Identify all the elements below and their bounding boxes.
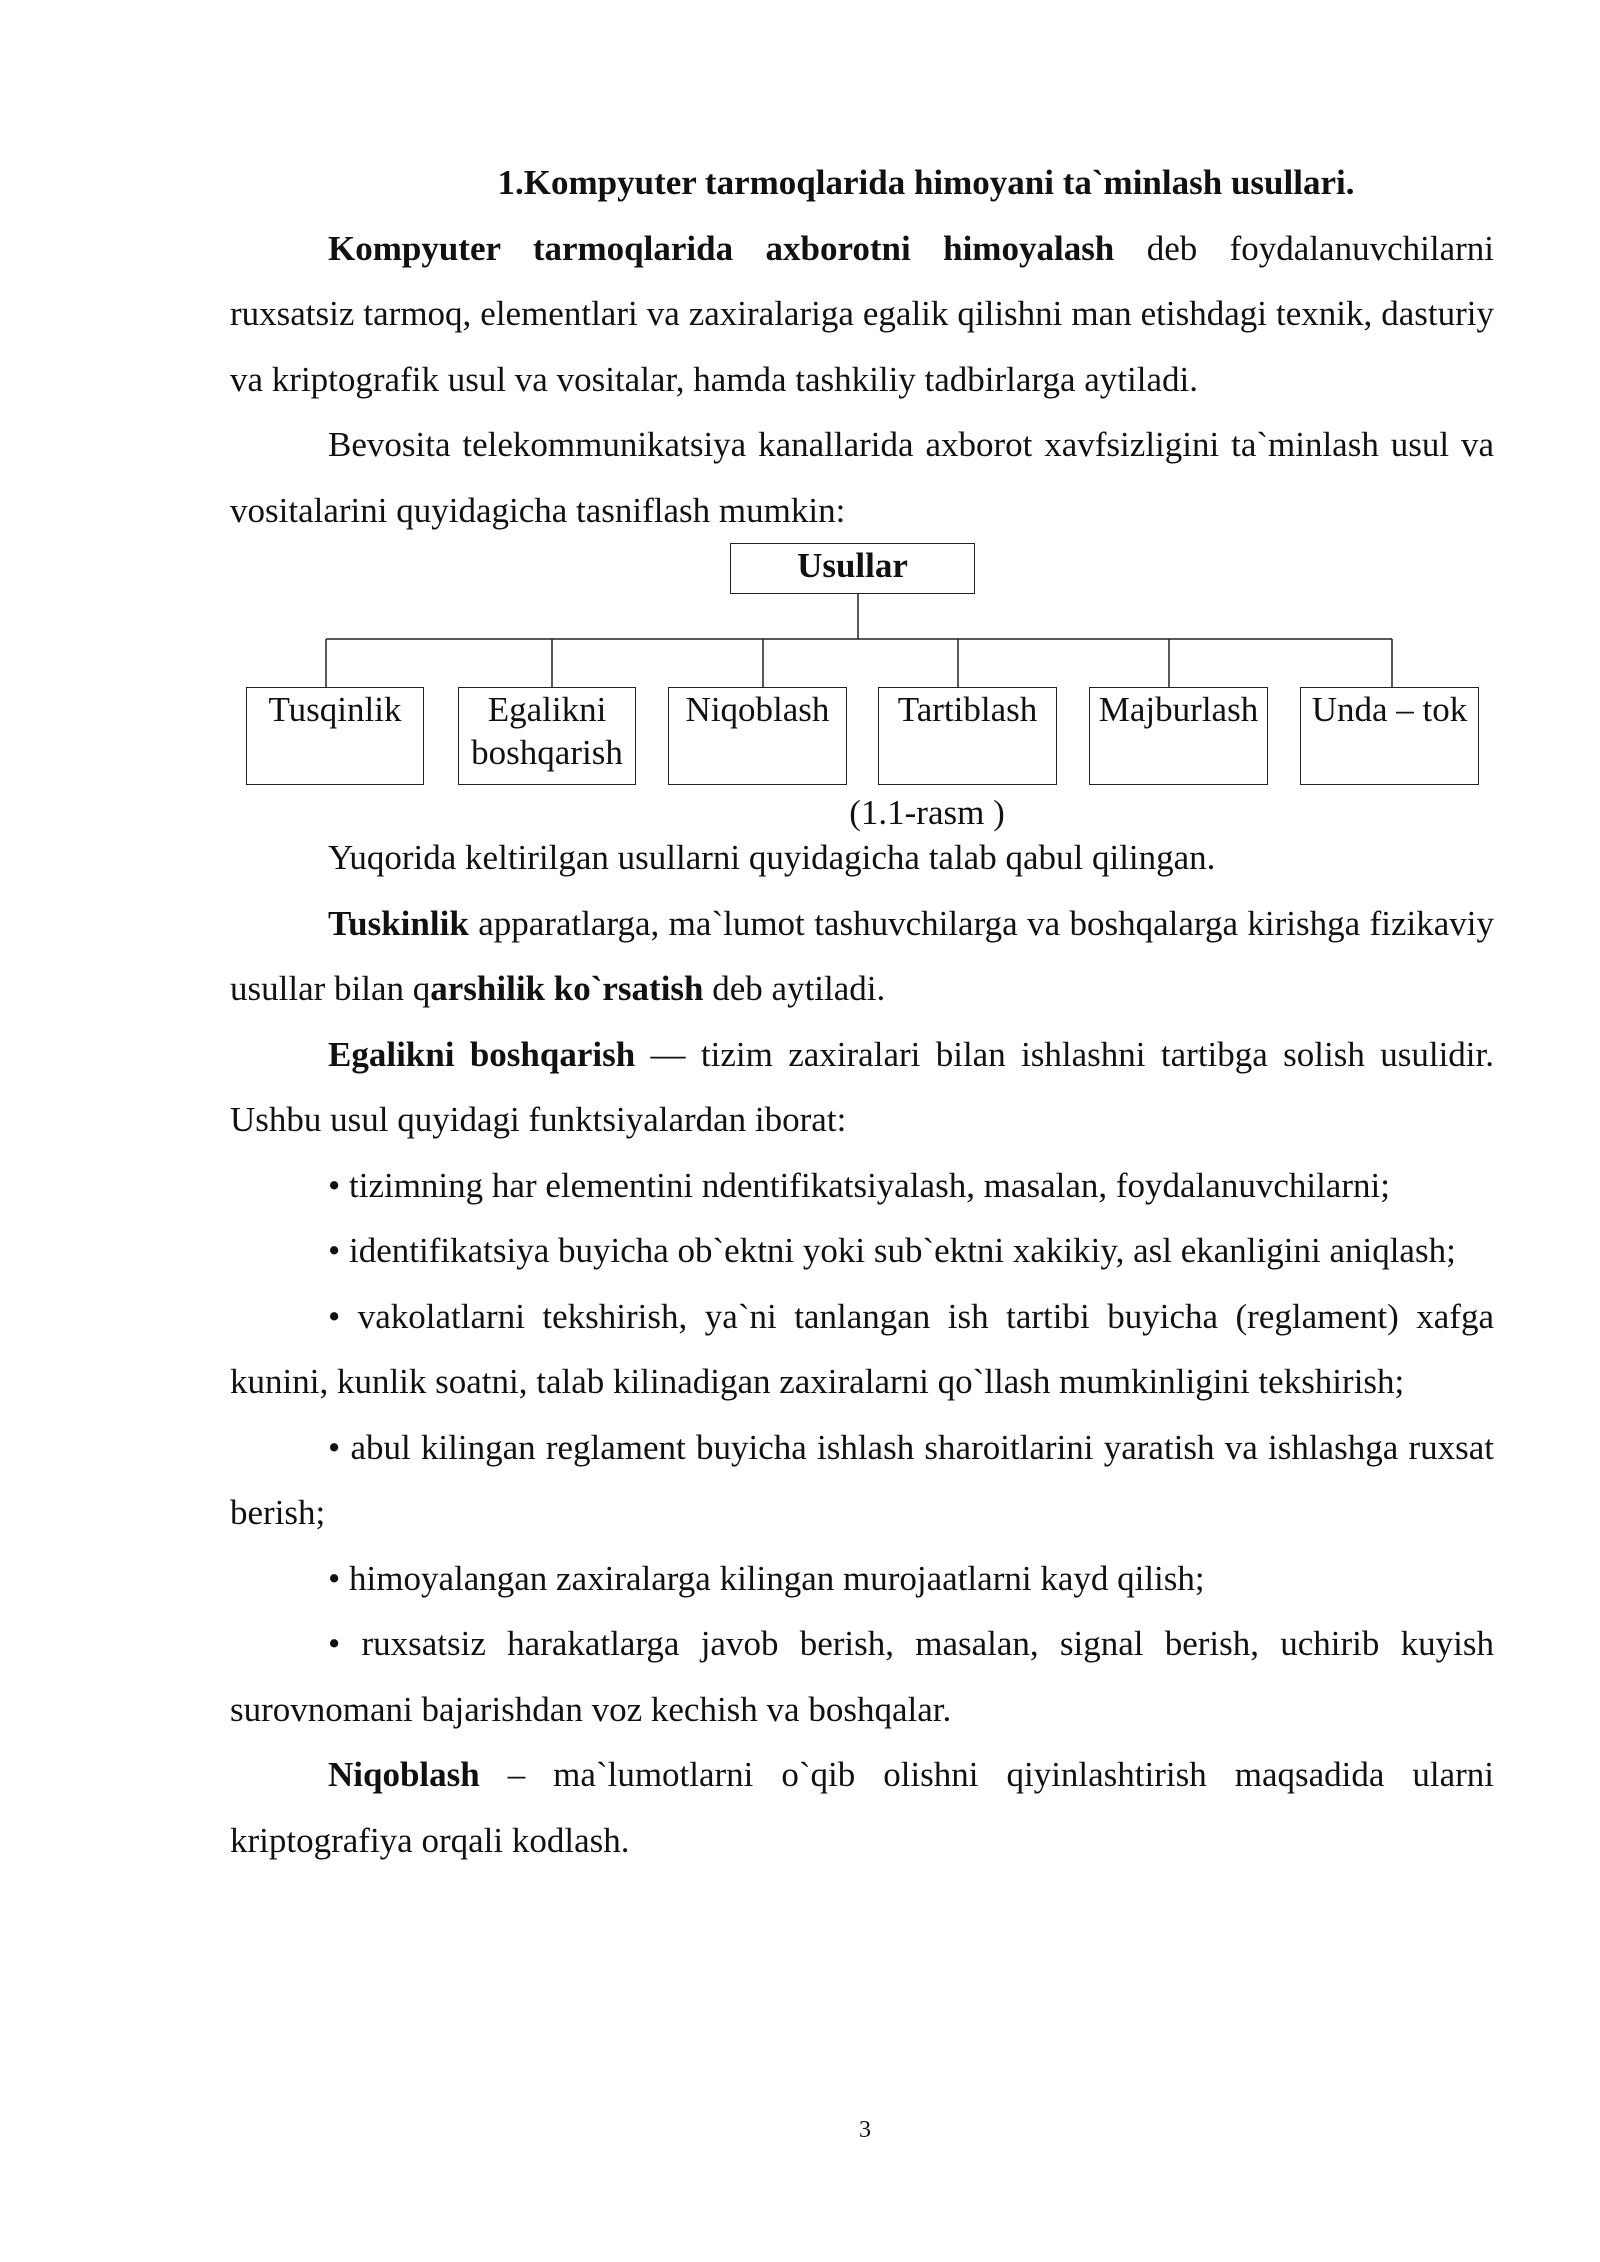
niqoblash-paragraph xyxy=(230,1742,1494,1873)
egalikni-paragraph xyxy=(230,1022,1494,1153)
tuskinlik-paragraph xyxy=(230,891,1494,1022)
intro-paragraph xyxy=(230,216,1494,413)
diagram-box-2: Egalikni boshqarish xyxy=(458,687,636,785)
intro-term: Kompyuter tarmoqlarida axborotni himoyalash xyxy=(328,228,1115,268)
bullet-item: • ruxsatsiz harakatlarga javob berish, masalan, signal berish, uchirib kuyish surovnomani bajarishdan voz kechish va boshqalar. xyxy=(230,1624,1494,1729)
after-figure-paragraph: Yuqorida keltirilgan usullarni quyidagicha talab qabul qilingan. xyxy=(328,838,1216,877)
diagram-box-4: Tartiblash xyxy=(878,687,1057,785)
bullet-item: • identifikatsiya buyicha ob`ektni yoki sub`ektni xakikiy, asl ekanligini aniqlash; xyxy=(328,1231,1456,1270)
niqoblash-text: – ma`lumotlarni o`qib olishni qiyinlashtirish maqsadida ularni kriptografiya orqali kodlash. xyxy=(230,1755,1494,1860)
methods-diagram xyxy=(230,543,1494,832)
classify-paragraph: Bevosita telekommunikatsiya kanallarida axborot xavfsizligini ta`minlash usul va vositalarini quyidagicha tasniflash mumkin: xyxy=(230,425,1494,530)
page-content xyxy=(230,150,1494,1873)
intro-text: deb foydalanuvchilarni ruxsatsiz tarmoq, elementlari va zaxiralariga egalik qilishni man etishdagi texnik, dasturiy va kriptografik usul va vositalar, hamda tashkiliy tadbirlarga aytiladi. xyxy=(230,228,1494,399)
bullet-item: • himoyalangan zaxiralarga kilingan murojaatlarni kayd qilish; xyxy=(328,1558,1205,1598)
tuskinlik-text-1: apparatlarga, ma`lumot tashuvchilarga va boshqalarga kirishga fizikaviy usullar bilan q xyxy=(230,903,1494,1008)
diagram-box-5: Majburlash xyxy=(1089,687,1268,785)
page-number: 3 xyxy=(859,2117,871,2143)
niqoblash-term: Niqoblash xyxy=(328,1755,480,1794)
bullet-item: • abul kilingan reglament buyicha ishlash sharoitlarini yaratish va ishlashga ruxsat berish; xyxy=(230,1427,1494,1532)
diagram-box-3: Niqoblash xyxy=(668,687,847,785)
tuskinlik-term-2: arshilik ko`rsatish xyxy=(430,969,704,1008)
diagram-root-box: Usullar xyxy=(730,543,975,594)
tuskinlik-text-2: deb aytiladi. xyxy=(703,969,886,1008)
bullet-item: • vakolatlarni tekshirish, ya`ni tanlangan ish tartibi buyicha (reglament) xafga kunini, kunlik soatni, talab kilinadigan zaxiralarni qo`llash mumkinligini tekshirish; xyxy=(230,1296,1494,1401)
egalikni-text: — tizim zaxiralari bilan ishlashni tartibga solish usulidir. Ushbu usul quyidagi funktsiyalardan iborat: xyxy=(230,1034,1494,1139)
figure-caption: (1.1-rasm ) xyxy=(849,793,1005,832)
diagram-box-1: Tusqinlik xyxy=(246,687,424,785)
bullet-item: • tizimning har elementini ndentifikatsiyalash, masalan, foydalanuvchilarni; xyxy=(328,1165,1390,1205)
section-title: 1.Kompyuter tarmoqlarida himoyani ta`minlash usullari. xyxy=(497,163,1355,202)
tuskinlik-term: Tuskinlik xyxy=(328,903,469,943)
diagram-box-6: Unda – tok xyxy=(1300,687,1479,785)
egalikni-term: Egalikni boshqarish xyxy=(328,1034,636,1074)
